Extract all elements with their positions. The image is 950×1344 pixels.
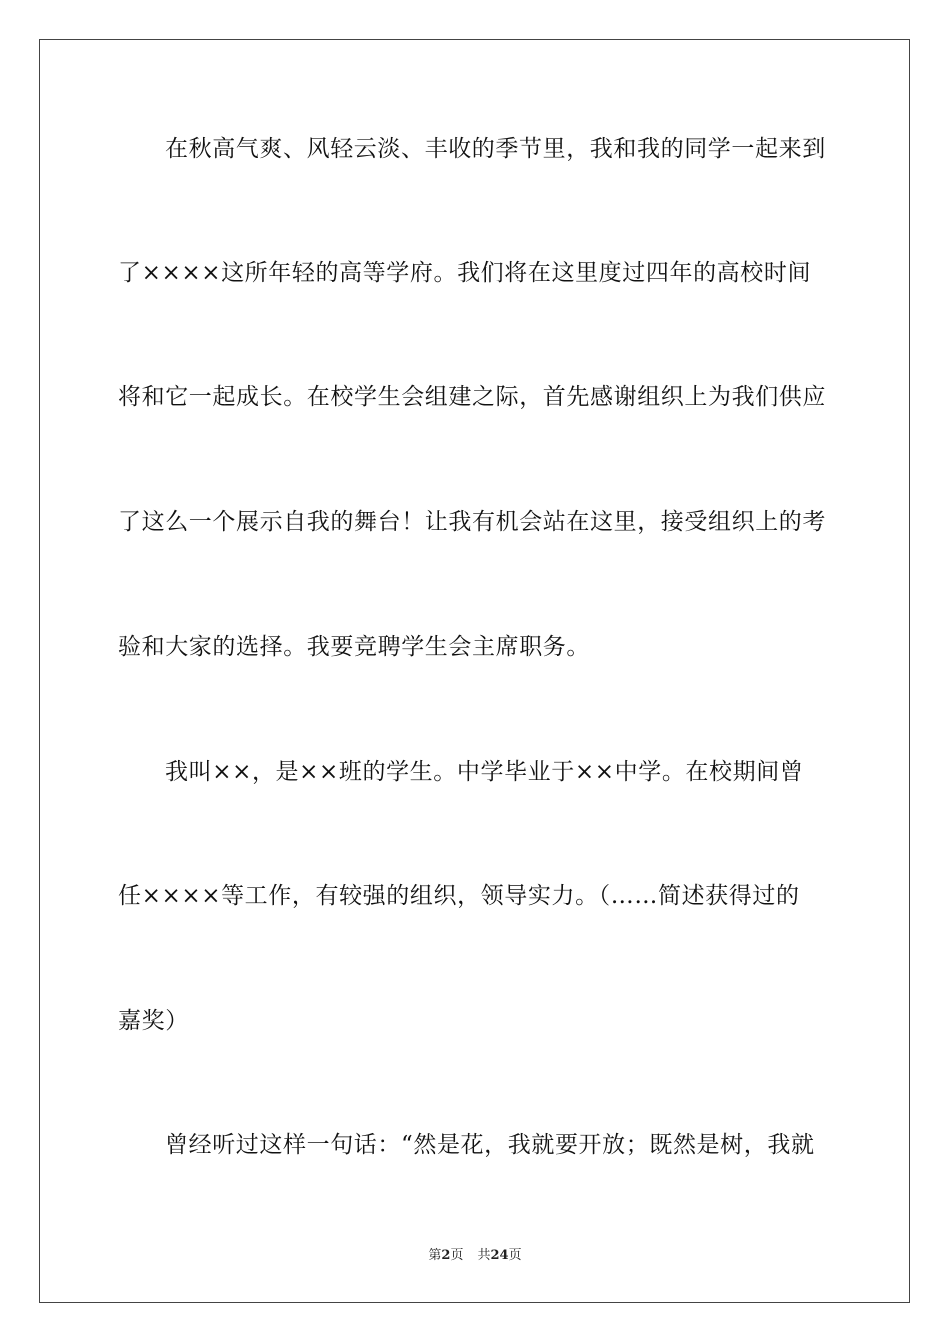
paragraph-1-line-3: 将和它一起成长。在校学生会组建之际，首先感谢组织上为我们供应 bbox=[118, 384, 826, 410]
page-number: 2 bbox=[441, 1248, 451, 1263]
total-pages: 24 bbox=[490, 1248, 509, 1263]
page-prefix: 第 bbox=[428, 1248, 442, 1263]
total-suffix: 页 bbox=[508, 1248, 522, 1263]
paragraph-1-line-1: 在秋高气爽、风轻云淡、丰收的季节里，我和我的同学一起来到 bbox=[165, 136, 826, 162]
total-prefix: 共 bbox=[477, 1248, 491, 1263]
page-border bbox=[39, 39, 910, 1303]
paragraph-2-line-2: 任××××等工作，有较强的组织，领导实力。（……简述获得过的 bbox=[118, 883, 800, 909]
page-suffix: 页 bbox=[450, 1248, 464, 1263]
paragraph-1-line-5: 验和大家的选择。我要竞聘学生会主席职务。 bbox=[118, 634, 590, 660]
paragraph-2-line-1: 我叫××，是××班的学生。中学毕业于××中学。在校期间曾 bbox=[165, 759, 804, 785]
paragraph-2-line-3: 嘉奖） bbox=[118, 1008, 189, 1034]
page-footer bbox=[0, 1247, 950, 1265]
paragraph-1-line-4: 了这么一个展示自我的舞台！让我有机会站在这里，接受组织上的考 bbox=[118, 509, 826, 535]
paragraph-3-line-1: 曾经听过这样一句话：“然是花，我就要开放；既然是树，我就 bbox=[165, 1132, 815, 1158]
paragraph-1-line-2: 了××××这所年轻的高等学府。我们将在这里度过四年的高校时间 bbox=[118, 260, 812, 286]
